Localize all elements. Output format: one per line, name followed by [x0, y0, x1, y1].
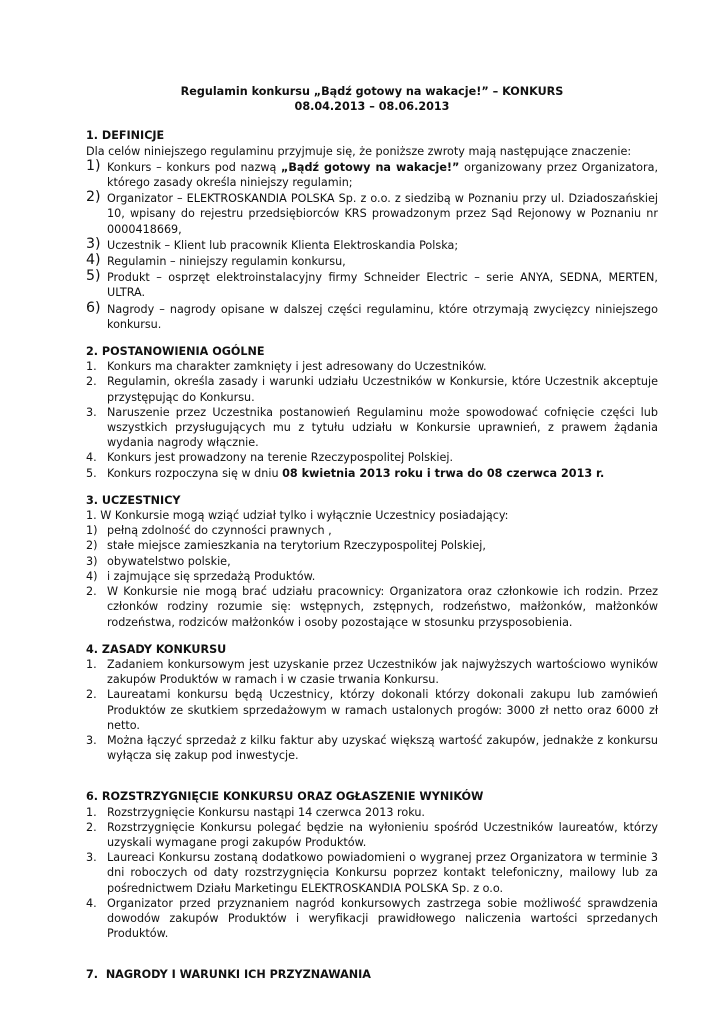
list-item-number: 2. — [86, 375, 97, 389]
list-item-number: 2. — [86, 688, 97, 702]
list-item-text: Laureaci Konkursu zostaną dodatkowo powiadomieni o wygranej przez Organizatora w terminie 3 dni roboczych od daty rozstrzygnięcia Konkursu poprzez kontakt telefoniczny, mailowy lub za pośrednictwem Działu Marketingu ELEKTROSKANDIA POLSKA Sp. z o.o. — [107, 851, 658, 895]
list-item — [86, 359, 658, 374]
list-item-text: Organizator – ELEKTROSKANDIA POLSKA Sp. z o.o. z siedzibą w Poznaniu przy ul. Dziadoszańskiej 10, wpisany do rejestru przedsiębiorców KRS prowadzonym przez Sąd Rejonowy w Poznaniu nr 0000418669, — [107, 192, 658, 236]
list-item-text: Produkt – osprzęt elektroinstalacyjny firmy Schneider Electric – serie ANYA, SEDNA, MERTEN, ULTRA. — [107, 271, 658, 300]
list-item — [86, 157, 659, 190]
list-item — [86, 450, 658, 465]
list-item — [86, 523, 658, 538]
section-heading-general-provisions: 2. POSTANOWIENIA OGÓLNE — [86, 345, 265, 359]
list-item — [86, 405, 658, 451]
list-item — [86, 896, 658, 942]
list-item — [86, 820, 658, 850]
list-item-number: 4. — [86, 896, 97, 910]
document-page — [86, 84, 658, 983]
list-item-text: Uczestnik – Klient lub pracownik Klienta Elektroskandia Polska; — [107, 238, 459, 252]
list-item — [86, 805, 658, 820]
list-item-number: 3) — [86, 554, 98, 568]
list-item-number: 2. — [86, 820, 97, 834]
section-heading-definitions: 1. DEFINICJE — [86, 129, 165, 143]
list-item — [86, 554, 658, 569]
list-item-number: 4) — [86, 252, 101, 269]
list-item-text: Konkurs – konkurs pod nazwą „Bądź gotowy na wakacje!” organizowany przez Organizatora, którego zasady określa niniejszy regulamin; — [107, 160, 659, 190]
list-item-text: Rozstrzygnięcie Konkursu nastąpi 14 czerwca 2013 roku. — [107, 805, 425, 819]
list-item-text: W Konkursie nie mogą brać udziału pracownicy: Organizatora oraz członkowie ich rodzin. Przez członków rodziny rozumie się: wstępnych, zstępnych, rodzeństwo, małżonków, małżonków rodzeństwa, rodziców małżonków i osoby pozostające w stosunku przysposobienia. — [107, 585, 658, 629]
list-item-text: Rozstrzygnięcie Konkursu polegać będzie na wyłonieniu spośród Uczestników laureatów, którzy uzyskali wymagane progi zakupów Produktów. — [107, 820, 658, 849]
list-item — [86, 191, 658, 237]
list-item — [86, 299, 658, 332]
section-heading-participants: 3. UCZESTNICY — [86, 493, 181, 507]
list-item-text: Zadaniem konkursowym jest uzyskanie przez Uczestników jak najwyższych wartościowo wyników zakupów Produktów w ramach i w czasie trwania Konkursu. — [107, 657, 658, 687]
document-title: Regulamin konkursu „Bądź gotowy na wakacje!” – KONKURS — [180, 85, 564, 98]
list-item — [86, 569, 658, 584]
list-item-number: 5) — [86, 268, 101, 285]
list-item — [86, 733, 658, 763]
list-item — [86, 466, 658, 481]
list-item-number: 1. — [86, 360, 97, 374]
list-item-text: i zajmujące się sprzedażą Produktów. — [107, 569, 316, 583]
list-item-number: 5. — [86, 466, 97, 480]
list-item — [86, 584, 658, 630]
list-item-text: Można łączyć sprzedaż z kilku faktur aby uzyskać większą wartość zakupów, jednakże z konkursu wyłącza się zakup pod inwestycje. — [107, 733, 658, 763]
list-item-number: 3. — [86, 733, 97, 747]
list-item — [86, 687, 658, 733]
list-item-number: 2) — [86, 539, 98, 553]
list-item-number: 3. — [86, 405, 97, 419]
list-item — [86, 270, 658, 300]
list-item — [86, 254, 658, 269]
list-item-number: 1. — [86, 657, 97, 671]
list-item — [86, 374, 658, 404]
list-item-number: 6) — [86, 299, 101, 316]
list-item — [86, 538, 658, 553]
list-item-text: Regulamin, określa zasady i warunki udziału Uczestników w Konkursie, które Uczestnik akceptuje przystępując do Konkursu. — [107, 375, 658, 404]
list-item-text: Regulamin – niniejszy regulamin konkursu, — [107, 255, 346, 269]
list-item-text: Organizator przed przyznaniem nagród konkursowych zastrzega sobie możliwość sprawdzenia dowodów zakupów Produktów i weryfikacji prawidłowego naliczenia wartości sprzedanych Produktów. — [107, 896, 658, 941]
list-item-text: Konkurs rozpoczyna się w dniu 08 kwietnia 2013 roku i trwa do 08 czerwca 2013 r. — [107, 466, 605, 480]
list-item-text: Konkurs ma charakter zamknięty i jest adresowany do Uczestników. — [107, 360, 487, 374]
participants-intro: 1. W Konkursie mogą wziąć udział tylko i wyłącznie Uczestnicy posiadający: — [86, 509, 509, 523]
list-item-text: Nagrody – nagrody opisane w dalszej części regulaminu, które otrzymają zwycięzcy niniejszego konkursu. — [107, 302, 658, 331]
list-item — [86, 850, 658, 896]
section-heading-results: 6. ROZSTRZYGNIĘCIE KONKURSU ORAZ OGŁASZENIE WYNIKÓW — [86, 790, 484, 804]
list-item-number: 1) — [86, 157, 101, 174]
list-item-number: 2) — [86, 189, 101, 206]
list-item-text: obywatelstwo polskie, — [107, 554, 231, 568]
list-item-number: 4) — [86, 569, 98, 583]
list-item-text: Konkurs jest prowadzony na terenie Rzeczypospolitej Polskiej. — [107, 451, 454, 465]
list-item-number: 4. — [86, 451, 97, 465]
document-date-range: 08.04.2013 – 08.06.2013 — [294, 100, 450, 114]
section-heading-prizes: 7. NAGRODY I WARUNKI ICH PRZYZNAWANIA — [86, 968, 371, 982]
list-item-number: 1) — [86, 524, 98, 538]
list-item-number: 1. — [86, 805, 97, 819]
list-item-number: 2. — [86, 585, 97, 599]
list-item-text: pełną zdolność do czynności prawnych , — [107, 524, 332, 538]
list-item-text: Laureatami konkursu będą Uczestnicy, którzy dokonali którzy dokonali zakupu lub zamówień Produktów ze skutkiem sprzedażowym w ramach ustalonych progów: 3000 zł netto oraz 6000 zł netto. — [107, 688, 658, 732]
list-item-text: stałe miejsce zamieszkania na terytorium Rzeczypospolitej Polskiej, — [107, 539, 486, 553]
list-item-number: 3) — [86, 235, 101, 252]
list-item — [86, 235, 658, 253]
section-heading-contest-rules: 4. ZASADY KONKURSU — [86, 642, 227, 656]
definitions-intro: Dla celów niniejszego regulaminu przyjmuje się, że poniższe zwroty mają następujące znaczenie: — [86, 144, 632, 158]
list-item-text: Naruszenie przez Uczestnika postanowień Regulaminu może spowodować cofnięcie części lub wszystkich przysługujących mu z tytułu udziału w Konkursie uprawnień, z prawem żądania wydania nagrody włącznie. — [107, 405, 658, 450]
list-item-number: 3. — [86, 851, 97, 865]
list-item — [86, 657, 658, 687]
